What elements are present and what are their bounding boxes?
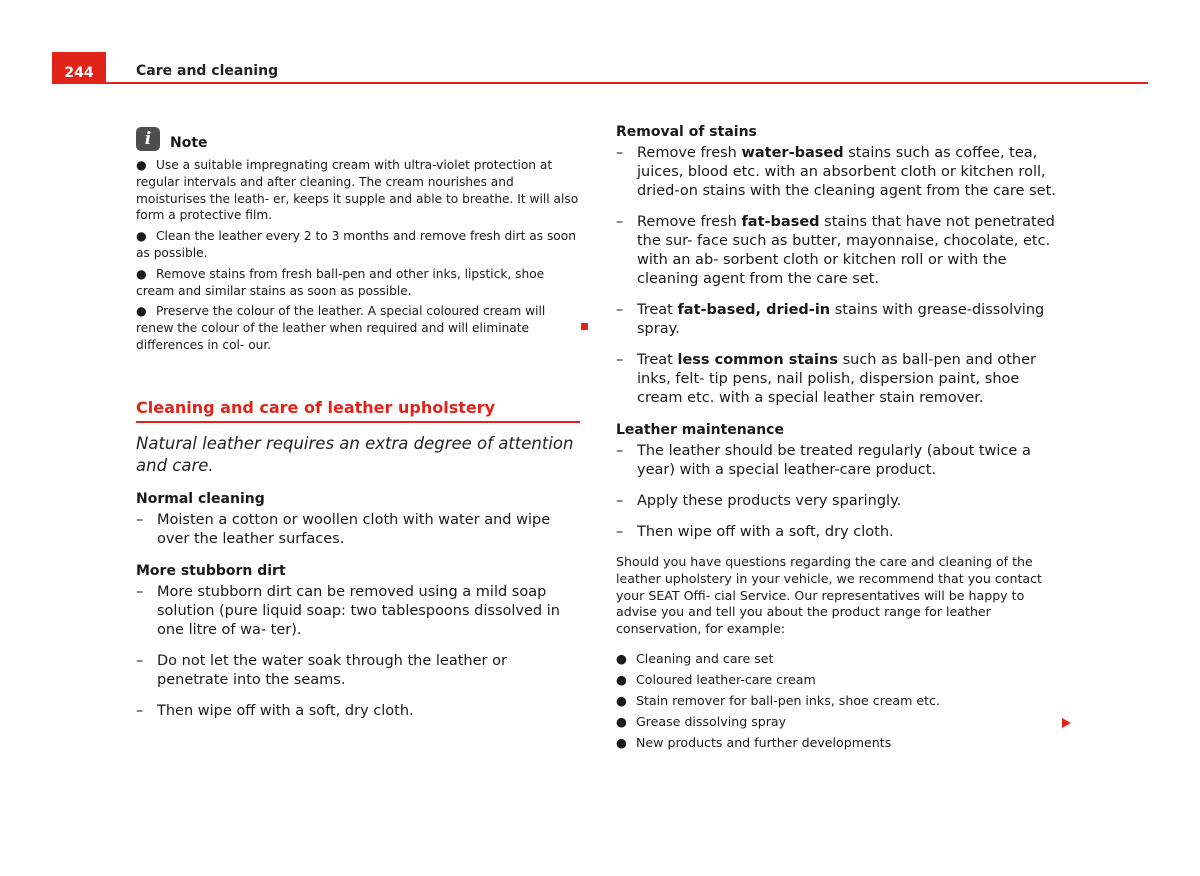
note-item: ● Clean the leather every 2 to 3 months and remove fresh dirt as soon as possible. bbox=[136, 229, 576, 260]
note-header bbox=[136, 124, 580, 154]
note-item: ● Use a suitable impregnating cream with ultra-violet protection at regular intervals and after cleaning. The cream nourishes and moisturises the leath- er, keeps it supple and able to breathe. It will also form a protective film. bbox=[136, 158, 579, 223]
end-of-note-marker bbox=[581, 323, 588, 330]
page-number: 244 bbox=[52, 52, 106, 84]
normal-cleaning-heading: Normal cleaning bbox=[136, 490, 265, 507]
maintenance-heading: Leather maintenance bbox=[616, 422, 784, 438]
stubborn-dirt-heading: More stubborn dirt bbox=[136, 562, 286, 579]
chapter-title: Care and cleaning bbox=[136, 63, 279, 79]
continue-arrow-icon bbox=[1062, 718, 1071, 728]
removal-heading: Removal of stains bbox=[616, 124, 757, 140]
list-item: ● New products and further developments bbox=[616, 734, 892, 750]
note-item: ● Preserve the colour of the leather. A special coloured cream will renew the colour of the leather when required and will eliminate differences in col- our. bbox=[136, 304, 546, 352]
note-title: Note bbox=[170, 135, 208, 151]
list-item: – Remove fresh water-based stains such as coffee, tea, juices, blood etc. with an absorbent cloth or kitchen roll, dried-on stains with the cleaning agent from the care set. bbox=[616, 145, 1056, 199]
section-intro: Natural leather requires an extra degree of attention and care. bbox=[136, 433, 574, 475]
note-list bbox=[136, 157, 580, 354]
list-item: – Treat fat-based, dried-in stains with grease-dissolving spray. bbox=[616, 302, 1045, 337]
list-item: ● Cleaning and care set bbox=[616, 650, 774, 666]
list-item: – Treat less common stains such as ball-pen and other inks, felt- tip pens, nail polish, dispersion paint, shoe cream etc. with a special leather stain remover. bbox=[616, 352, 1036, 406]
info-icon: i bbox=[136, 127, 160, 151]
list-item: – The leather should be treated regularly (about twice a year) with a special leather-care product. bbox=[616, 443, 1031, 478]
contact-paragraph: Should you have questions regarding the care and cleaning of the leather upholstery in your vehicle, we recommend that you contact your SEAT Offi- cial Service. Our representatives will be happy to advise you and tell you about the product range for leather conservation, for example: bbox=[616, 554, 1042, 637]
list-item: ● Grease dissolving spray bbox=[616, 713, 787, 729]
list-item: – More stubborn dirt can be removed using a mild soap solution (pure liquid soap: two tablespoons dissolved in one litre of wa- ter). bbox=[136, 583, 560, 638]
header-divider bbox=[52, 82, 1148, 84]
list-item: – Apply these products very sparingly. bbox=[616, 493, 902, 509]
list-item: – Then wipe off with a soft, dry cloth. bbox=[616, 524, 894, 540]
section-title: Cleaning and care of leather upholstery bbox=[136, 398, 580, 423]
list-item: ● Stain remover for ball-pen inks, shoe cream etc. bbox=[616, 692, 940, 708]
product-list bbox=[616, 648, 1060, 753]
left-column bbox=[136, 124, 580, 733]
list-item: – Then wipe off with a soft, dry cloth. bbox=[136, 702, 414, 719]
right-column bbox=[616, 124, 1060, 753]
list-item: – Do not let the water soak through the leather or penetrate into the seams. bbox=[136, 652, 507, 688]
note-item: ● Remove stains from fresh ball-pen and other inks, lipstick, shoe cream and similar stains as soon as possible. bbox=[136, 266, 545, 298]
list-item: – Remove fresh fat-based stains that have not penetrated the sur- face such as butter, mayonnaise, chocolate, etc. with an ab- sorbent cloth or kitchen roll or with the cleaning agent from the care set. bbox=[616, 214, 1055, 287]
list-item: ● Coloured leather-care cream bbox=[616, 671, 816, 687]
list-item: – Moisten a cotton or woollen cloth with water and wipe over the leather surfaces. bbox=[136, 511, 551, 547]
